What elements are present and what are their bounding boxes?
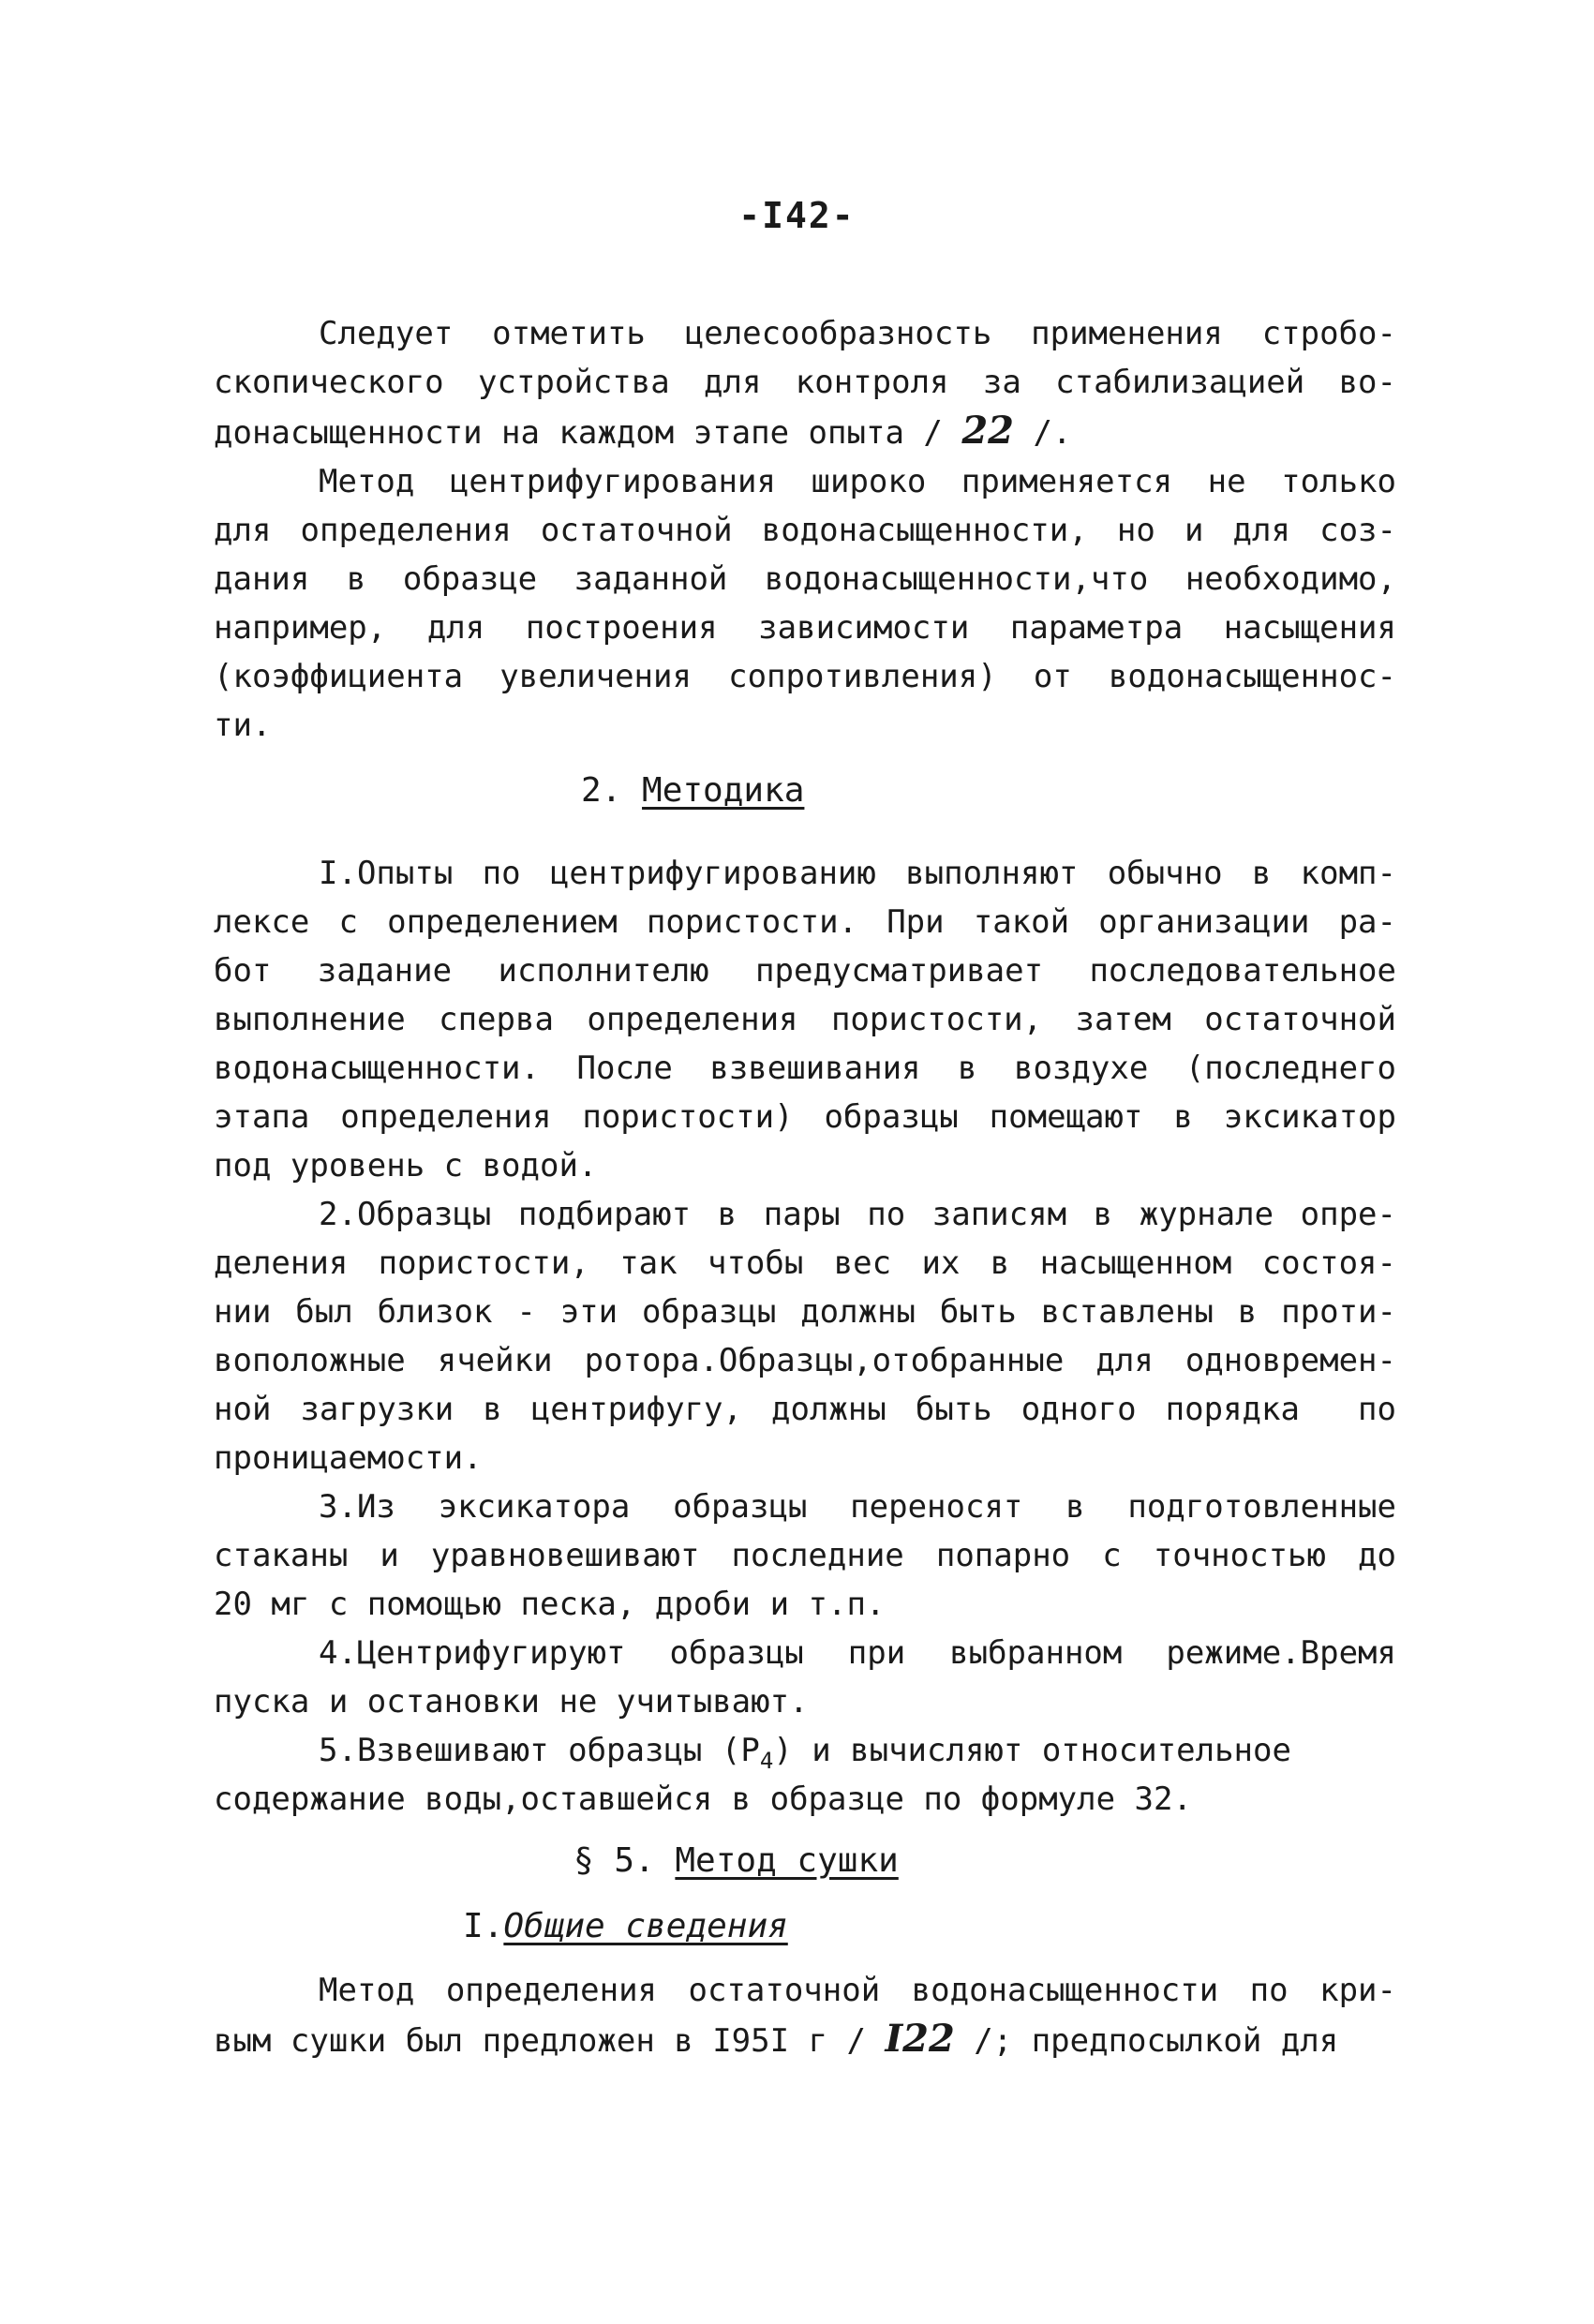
text-span: /. <box>1014 414 1072 452</box>
text-line: водонасыщенности. После взвешивания в воздухе (последнего <box>214 1050 1396 1087</box>
text-line <box>214 2015 1396 2065</box>
text-line: 20 мг с помощью песка, дроби и т.п. <box>214 1586 886 1623</box>
text-span: донасыщенности на каждом этапе опыта / <box>214 414 962 452</box>
section-number: 2. <box>581 771 643 810</box>
subsection-number: I. <box>463 1907 504 1945</box>
text-line: Следует отметить целесообразность применения стробо- <box>319 315 1396 352</box>
text-span: 5.Взвешивают образцы (P <box>319 1732 760 1769</box>
text-line: нии был близок - эти образцы должны быть вставлены в проти- <box>214 1293 1396 1331</box>
text-line: дания в образце заданной водонасыщенности,что необходимо, <box>214 560 1396 598</box>
subsection-heading <box>463 1902 788 1951</box>
text-line <box>214 407 1396 457</box>
text-line: I.Опыты по центрифугированию выполняют обычно в комп- <box>319 855 1396 892</box>
reference-number: 22 <box>961 409 1014 453</box>
text-line: ти. <box>214 707 272 744</box>
text-line: например, для построения зависимости параметра насыщения <box>214 609 1396 647</box>
text-line: 2.Образцы подбирают в пары по записям в журнале опре- <box>319 1196 1396 1233</box>
text-line: проницаемости. <box>214 1439 483 1477</box>
section-number: § 5. <box>574 1841 676 1880</box>
text-line: содержание воды,оставшейся в образце по формуле 32. <box>214 1780 1192 1818</box>
text-line: для определения остаточной водонасыщенности, но и для соз- <box>214 512 1396 549</box>
text-line: 4.Центрифугируют образцы при выбранном режиме.Время <box>319 1634 1396 1672</box>
section-title: Метод сушки <box>675 1841 899 1880</box>
text-line: скопического устройства для контроля за стабилизацией во- <box>214 364 1396 401</box>
text-line: пуска и остановки не учитывают. <box>214 1683 809 1721</box>
text-line: под уровень с водой. <box>214 1147 598 1184</box>
text-span: ) и вычисляют относительное <box>773 1732 1291 1769</box>
text-line: 3.Из эксикатора образцы переносят в подготовленные <box>319 1488 1396 1526</box>
text-line: Метод определения остаточной водонасыщенности по кри- <box>319 1972 1396 2009</box>
section-title: Методика <box>642 771 805 810</box>
text-line: бот задание исполнителю предусматривает последовательное <box>214 952 1396 990</box>
subscript: 4 <box>759 1747 774 1774</box>
text-line: ной загрузки в центрифугу, должны быть одного порядка по <box>214 1391 1396 1428</box>
subsection-title: Общие сведения <box>503 1907 788 1945</box>
text-line: Метод центрифугирования широко применяется не только <box>319 463 1396 500</box>
section-heading <box>574 1837 899 1885</box>
text-line: воположные ячейки ротора.Образцы,отобранные для одновремен- <box>214 1342 1396 1379</box>
reference-number: I22 <box>885 2017 955 2061</box>
text-line: стаканы и уравновешивают последние попарно с точностью до <box>214 1537 1396 1574</box>
page-number: -I42- <box>738 195 856 236</box>
text-line: этапа определения пористости) образцы помещают в эксикатор <box>214 1098 1396 1136</box>
section-heading <box>581 767 804 815</box>
text-line: выполнение сперва определения пористости, затем остаточной <box>214 1001 1396 1038</box>
text-span: вым сушки был предложен в I95I г / <box>214 2022 886 2060</box>
text-line: деления пористости, так чтобы вес их в насыщенном состоя- <box>214 1244 1396 1282</box>
text-span: /; предпосылкой для <box>954 2022 1339 2060</box>
text-line: лексе с определением пористости. При такой организации ра- <box>214 903 1396 941</box>
text-line: (коэффициента увеличения сопротивления) от водонасыщеннос- <box>214 658 1396 695</box>
